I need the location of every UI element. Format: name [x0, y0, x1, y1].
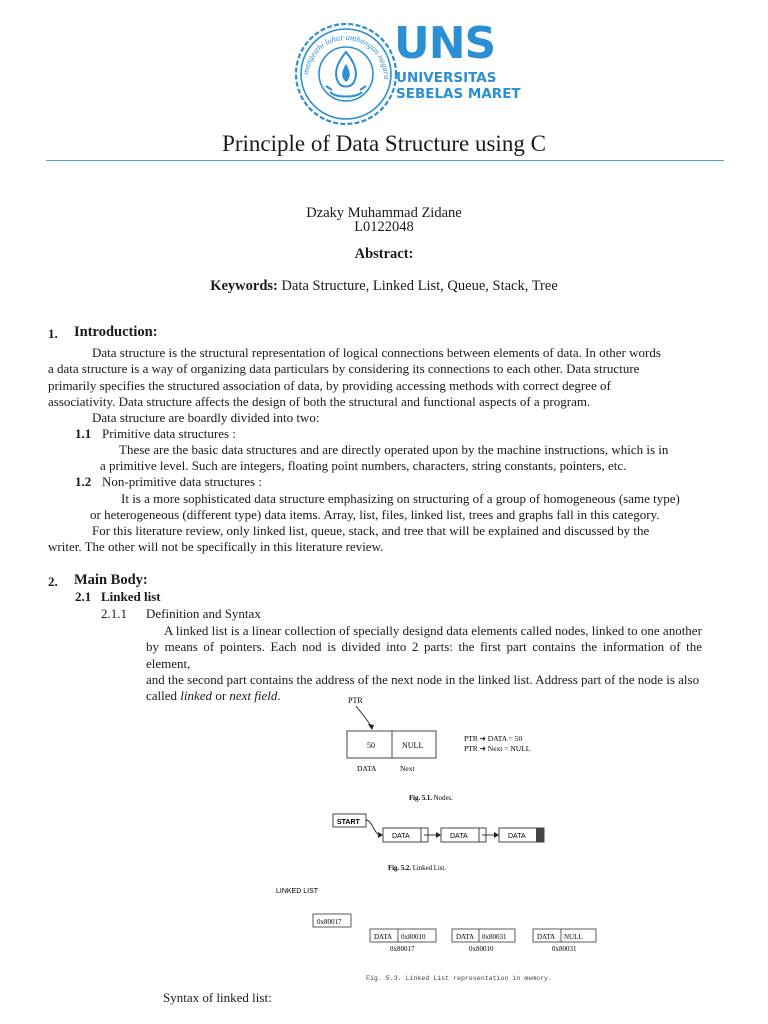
subsection-title: Linked list: [101, 589, 161, 604]
student-id: L0122048: [354, 219, 414, 235]
text-line: primarily specifies the structured association of data, by providing accessing methods with correct degree of: [48, 377, 611, 393]
subsubsection-number: 2.1.1: [101, 606, 127, 621]
non-primitive-description: [90, 491, 702, 524]
subsection-number: 1.2: [75, 474, 92, 489]
subsection-title: Primitive data structures :: [102, 426, 236, 441]
next-caption: Next: [400, 764, 415, 773]
text-line: or heterogeneous (different type) data items. Array, list, files, linked list, trees and graphs fall in this category.: [90, 507, 660, 523]
keywords-label: Keywords:: [210, 278, 278, 294]
figure-caption: Fig. 5.3. Linked List representation in memory.: [366, 975, 552, 982]
memory-node-next: 0x80031: [482, 933, 507, 941]
subsubsection-title: Definition and Syntax: [146, 606, 261, 621]
figure-memory-diagram: [270, 884, 610, 986]
arrowhead-icon: [378, 832, 383, 838]
logo-wordmark: UNS: [394, 18, 496, 69]
subsection-number: 1.1: [75, 426, 92, 441]
figure-caption-number: Fig. 5.1.: [409, 795, 433, 802]
subsection-title: Non-primitive data structures :: [102, 474, 262, 489]
data-caption: DATA: [357, 764, 377, 773]
head-pointer-address: 0x80017: [317, 918, 342, 926]
memory-node-address: 0x80010: [469, 945, 494, 953]
intro-division-line: Data structure are boardly divided into two:: [92, 410, 320, 425]
node-next-value: NULL: [402, 741, 424, 750]
start-label: START: [337, 819, 360, 826]
section-heading: Introduction:: [74, 324, 158, 340]
figure-node-diagram: [330, 694, 550, 806]
null-terminator: [536, 828, 544, 842]
node-note-next: PTR ➔ Next = NULL: [464, 744, 531, 753]
figure-caption-number: Fig. 5.2.: [388, 865, 412, 872]
text-line: It is a more sophisticated data structure emphasizing on structuring of a group of homogeneous (same type): [121, 491, 680, 506]
paper-title: Principle of Data Structure using C: [222, 131, 546, 156]
arrowhead-icon: [368, 724, 374, 730]
list-node-data: DATA: [392, 833, 410, 840]
memory-node-next: NULL: [564, 933, 583, 941]
memory-node-data: DATA: [374, 933, 393, 941]
arrowhead-icon: [494, 832, 499, 838]
figure-caption-text: Nodes.: [432, 795, 453, 802]
node-data-value: 50: [367, 741, 375, 750]
italic-term: linked: [180, 688, 213, 704]
syntax-label: Syntax of linked list:: [163, 990, 272, 1005]
arrowhead-icon: [436, 832, 441, 838]
figure-caption: [388, 865, 446, 872]
section-number: 2.: [48, 574, 58, 589]
section-number: 1.: [48, 326, 58, 341]
text-run: called: [146, 688, 181, 704]
text-line: a data structure is a way of organizing data particulars by considering its connections to each other. Data structure: [48, 361, 640, 377]
author-name: Dzaky Muhammad Zidane: [306, 205, 462, 221]
ptr-label: PTR: [348, 696, 363, 705]
text-line: Data structure is the structural representation of logical connections between elements of data. In other words: [92, 345, 661, 360]
text-line: A linked list is a linear collection of specially designd data elements called nodes, linked to one another: [164, 623, 702, 638]
title-divider: [46, 160, 724, 161]
linked-list-definition: [146, 623, 702, 704]
text-line: For this literature review, only linked list, queue, stack, and tree that will be explained and discussed by the: [92, 523, 650, 538]
subsection-number: 2.1: [75, 589, 92, 604]
start-arrow: [366, 820, 380, 835]
text-line: and the second part contains the address of the next node in the linked list. Address part of the node is also: [146, 671, 700, 687]
text-line: associativity. Data structure affects the design of both the structural and functional aspects of a program.: [48, 393, 591, 409]
svg-text:mangesthi luhur ambangun nagar: mangesthi luhur ambangun nagara: [301, 32, 392, 80]
figure-caption: [409, 795, 453, 802]
text-run: or: [212, 688, 230, 704]
primitive-description: [100, 442, 702, 475]
scope-paragraph: [48, 523, 702, 556]
memory-heading: LINKED LIST: [276, 888, 319, 895]
text-line: a primitive level. Such are integers, floating point numbers, characters, string constants, pointers, etc.: [100, 458, 627, 474]
memory-node-address: 0x80031: [552, 945, 577, 953]
node-note-data: PTR ➔ DATA = 50: [464, 734, 523, 743]
abstract-heading: Abstract:: [354, 246, 414, 262]
text-line: writer. The other will not be specifically in this literature review.: [48, 539, 384, 555]
keywords-value: Data Structure, Linked List, Queue, Stack, Tree: [277, 278, 558, 294]
logo-line-universitas: UNIVERSITAS: [396, 70, 497, 86]
figure-linked-list-diagram: [330, 808, 560, 878]
keywords-line: [0, 278, 768, 295]
university-logo: [286, 18, 521, 126]
logo-line-sebelas-maret: SEBELAS MARET: [396, 86, 521, 102]
text-line: by means of pointers. Each nod is divided into 2 parts: the first part contains the information of the element,: [146, 639, 702, 671]
intro-paragraph: [48, 345, 702, 410]
list-node-data: DATA: [508, 833, 526, 840]
memory-node-data: DATA: [537, 933, 556, 941]
italic-term: next field: [229, 688, 278, 704]
memory-node-next: 0x80010: [401, 933, 426, 941]
section-heading: Main Body:: [74, 572, 148, 588]
memory-node-address: 0x80017: [390, 945, 415, 953]
text-run: .: [277, 688, 281, 704]
text-line: These are the basic data structures and are directly operated upon by the machine instructions, which is in: [119, 442, 669, 457]
list-node-data: DATA: [450, 833, 468, 840]
memory-node-data: DATA: [456, 933, 475, 941]
figure-caption-text: Linked List.: [411, 865, 446, 872]
